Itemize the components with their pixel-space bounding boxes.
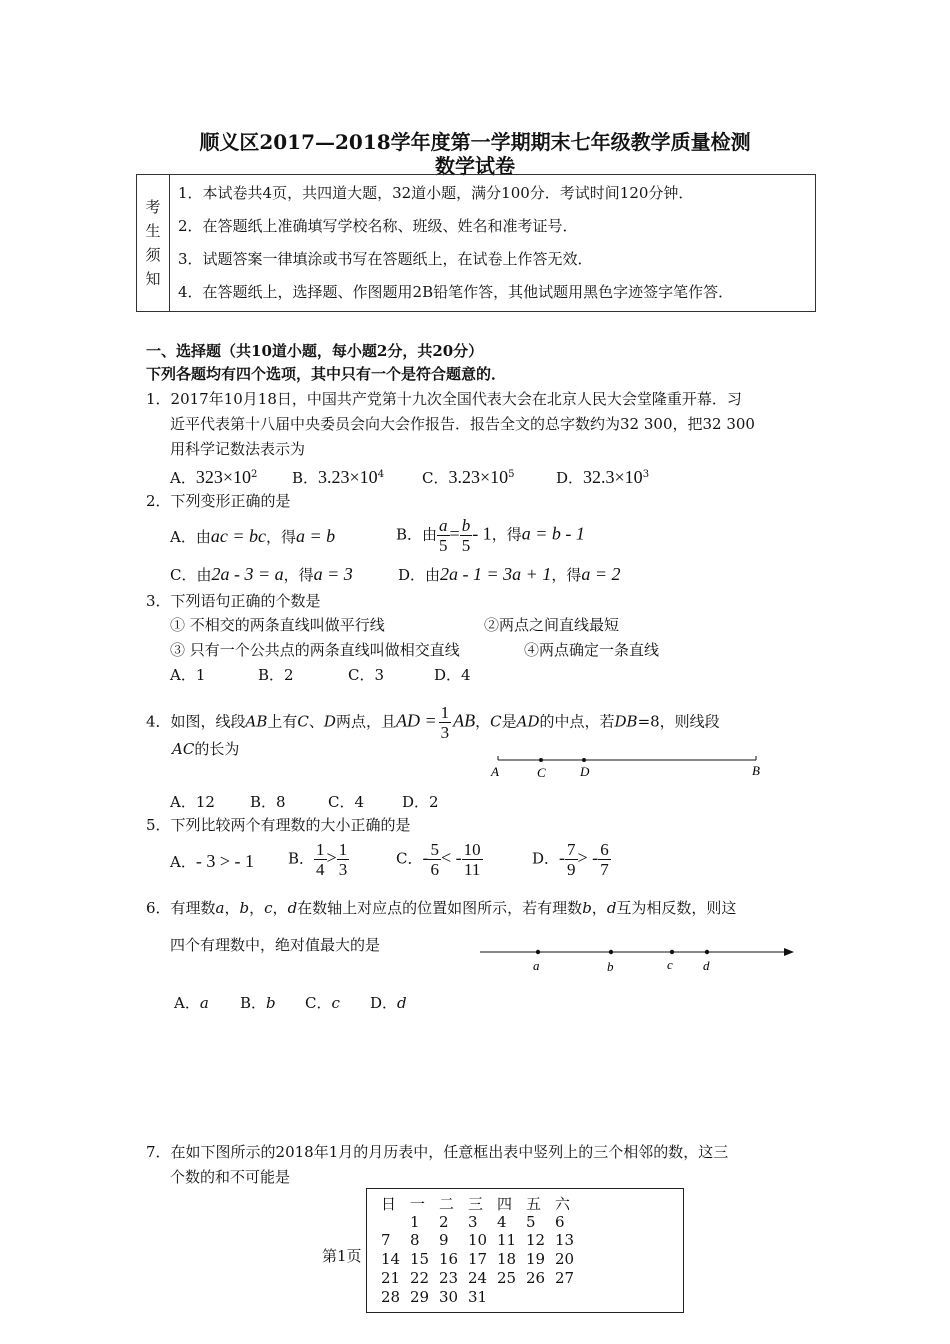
denominator: 6 [430,860,439,879]
option-text: ，得 [283,566,314,584]
var: DB [614,712,638,731]
notice-label-char: 生 [145,222,161,240]
option-label: B． [292,469,319,487]
option-label: B．由 [396,525,438,544]
label-c: C [537,765,546,780]
arrow-icon [784,948,794,956]
q3-option-d: D．4 [434,666,471,684]
calendar-cell: 15 [410,1250,430,1268]
option-exp: 2 [251,469,258,480]
notice-label-char: 考 [145,198,161,216]
numerator: 10 [463,840,481,859]
fraction [439,703,452,742]
calendar-cell: 19 [526,1250,546,1268]
calendar-cell: 23 [439,1269,459,1287]
calendar-cell: 二 [439,1195,455,1213]
notice-items [170,175,816,312]
var: d [287,899,298,917]
numerator: a [439,516,448,535]
calendar-cell: 24 [468,1269,488,1287]
var: AB [453,710,476,731]
option-label: A． [170,469,196,487]
denominator: 7 [600,860,609,879]
label-d: D [580,764,590,779]
denominator: 5 [461,536,471,555]
q2-stem: 2．下列变形正确的是 [146,492,291,510]
numerator: 1 [316,840,325,859]
denominator: 3 [440,723,450,742]
q4-line1 [146,703,720,742]
q6-line2: 四个有理数中，绝对值最大的是 [170,936,381,954]
calendar-cell: 7 [381,1231,391,1249]
q7-line1: 7．在如下图所示的2018年1月的月历表中，任意框出表中竖列上的三个相邻的数，这三 [146,1143,729,1161]
option-label: B． [288,849,315,868]
q6-option-d [370,994,407,1012]
option-text: ，得 [551,566,582,584]
calendar-cell: 13 [555,1231,575,1249]
text: 互为相反数，则这 [616,899,737,917]
q3-option-a: A．1 [170,666,206,684]
q4-line2 [172,740,239,758]
section-heading: 一、选择题（共10道小题，每小题2分，共20分） [146,342,484,360]
option-expr: 323×10 [195,467,251,487]
option-result: a = 3 [313,564,353,584]
q5-option-a [170,852,254,871]
calendar-cell: 三 [468,1195,484,1213]
q4-segment-figure [488,752,768,782]
calendar-cell: 14 [381,1250,401,1268]
q3-statement-2: ②两点之间直线最短 [484,616,620,634]
calendar-cell: 25 [497,1269,517,1287]
text: 上有 [267,712,298,731]
option-expr: 3.23×10 [318,467,378,487]
operator: - [559,847,566,868]
calendar-row [381,1231,584,1249]
fraction [598,840,611,879]
option-value: c [331,994,340,1012]
q3-statement-4: ④两点确定一条直线 [524,641,660,659]
fraction [462,840,483,879]
var: a [215,899,225,917]
fraction [314,840,327,879]
q7-line2: 个数的和不可能是 [170,1168,291,1186]
option-exp: 5 [508,469,515,480]
q1-line2: 近平代表第十八届中央委员会向大会作报告．报告全文的总字数约为32 300，把32 300 [170,415,755,433]
option-label: C． [305,994,332,1012]
calendar-cell: 20 [555,1250,575,1268]
option-exp: 4 [377,469,385,480]
calendar-cell: 一 [410,1195,426,1213]
text: 的长为 [194,740,240,758]
label-a: a [533,958,540,973]
option-result: a = b - 1 [521,523,585,544]
q1-option-d [556,466,649,487]
q3-stem: 3．下列语句正确的个数是 [146,592,321,610]
text: ， [224,899,240,917]
text: =8，则线段 [637,712,720,731]
calendar-cell: 4 [497,1213,507,1231]
option-expr: 32.3×10 [583,467,643,487]
var: AC [172,740,195,758]
option-value: d [397,994,407,1012]
fraction [460,516,473,555]
calendar-cell: 5 [526,1213,536,1231]
text: 是 [501,712,517,731]
point-c [670,950,674,954]
section-instruction: 下列各题均有四个选项，其中只有一个是符合题意的． [146,365,507,383]
q6-option-c [305,994,340,1012]
calendar-cell: 29 [410,1288,430,1306]
denominator: 9 [567,860,576,879]
text: 两点，且 [335,712,396,731]
calendar-cell: 16 [439,1250,459,1268]
notice-label [137,175,170,312]
label-b: B [752,763,760,778]
q2-option-b [396,516,585,555]
exam-title: 顺义区2017—2018学年度第一学期期末七年级教学质量检测 [199,130,751,154]
calendar-cell: 1 [410,1213,420,1231]
text: 6．有理数 [146,899,216,917]
operator: - [422,847,429,868]
q1-line1: 1．2017年10月18日，中国共产党第十九次全国代表大会在北京人民大会堂隆重开幕．习 [146,390,742,408]
var: D [323,712,336,731]
var: b [582,899,592,917]
calendar-cell: 2 [439,1213,449,1231]
numerator: 1 [338,840,348,859]
fraction [337,840,350,879]
notice-table [136,174,816,312]
calendar-cell: 8 [410,1231,420,1249]
q1-option-c [422,466,515,487]
text: 、 [308,712,324,731]
option-expr: 2a - 1 = 3a + 1 [440,564,552,584]
denominator: 11 [463,860,481,879]
calendar-cell: 26 [526,1269,546,1287]
calendar-cell: 17 [468,1250,488,1268]
option-label: D．由 [398,566,441,584]
calendar-row [381,1213,584,1231]
operator: < - [440,847,462,868]
calendar-cell: 31 [468,1288,488,1306]
calendar-cell: 21 [381,1269,401,1287]
point-d [582,758,586,762]
label-c: c [667,957,673,972]
q4-option-b: B．8 [250,793,286,811]
notice-item: 4．在答题纸上，选择题、作图题用2B铅笔作答，其他试题用黑色字迹签字笔作答． [178,283,734,301]
label-b: b [607,959,614,974]
calendar-cell: 12 [526,1231,546,1249]
q5-option-d [532,840,611,879]
q1-option-a [170,466,257,487]
option-label: D． [532,849,560,868]
operator: = [449,523,460,544]
option-expr: - 3 > - 1 [195,851,254,871]
q1-line3: 用科学记数法表示为 [170,440,306,458]
option-label: A．由 [170,528,211,546]
option-label: C．由 [170,566,212,584]
q3-option-b: B．2 [258,666,294,684]
point-a [536,950,540,954]
option-expr: 3.23×10 [448,467,509,487]
calendar-cell: 11 [497,1231,517,1249]
numerator: 6 [600,840,609,859]
notice-label-char: 须 [145,246,161,264]
calendar-row [381,1250,584,1268]
option-label: D． [370,994,398,1012]
option-expr: 2a - 3 = a [211,564,284,584]
calendar-cell: 27 [555,1269,575,1287]
option-result: a = 2 [581,564,621,584]
calendar-cell: 四 [497,1195,513,1213]
text: 在数轴上对应点的位置如图所示，若有理数 [297,899,583,917]
label-d: d [703,958,710,973]
expr: AD = [395,710,437,731]
text: ， [249,899,265,917]
option-result: a = b [295,526,336,546]
denominator: 3 [338,860,348,879]
var: C [297,712,309,731]
denominator: 4 [316,860,325,879]
q4-option-d: D．2 [402,793,439,811]
option-expr: ac = bc [210,526,266,546]
calendar-cell: 30 [439,1288,459,1306]
q1-option-b [292,466,384,487]
calendar-cell: 9 [439,1231,449,1249]
page-number: 第1页 [322,1247,362,1265]
calendar-row [381,1269,584,1287]
operator: > [326,847,337,868]
text: 4．如图，线段 [146,712,246,731]
q2-option-c [170,565,353,584]
text: ， [272,899,288,917]
option-value: b [266,994,276,1012]
option-label: C． [422,469,449,487]
q5-option-b [288,840,349,879]
notice-item: 1．本试卷共4页，共四道大题，32道小题，满分100分．考试时间120分钟． [178,184,694,202]
option-label: A． [170,853,196,871]
point-c [539,758,543,762]
calendar-cell: 22 [410,1269,430,1287]
q4-option-a: A．12 [170,793,215,811]
numerator: 5 [430,840,439,859]
denominator: 5 [439,536,448,555]
option-exp: 3 [642,469,650,480]
q2-option-a [170,527,335,546]
var: AB [245,712,268,731]
q4-option-c: C．4 [328,793,365,811]
exam-subtitle: 数学试卷 [435,154,515,178]
point-b [609,950,613,954]
calendar-cell: 六 [555,1195,571,1213]
operator: > - [577,847,599,868]
option-label: B． [240,994,267,1012]
calendar-cell: 18 [497,1250,517,1268]
text: ， [475,712,491,731]
q3-statement-1: ① 不相交的两条直线叫做平行线 [170,616,385,634]
option-text: ，得 [491,525,522,544]
text: ， [591,899,607,917]
point-d [705,950,709,954]
option-label: C． [396,849,423,868]
q3-option-c: C．3 [348,666,385,684]
q3-statement-3: ③ 只有一个公共点的两条直线叫做相交直线 [170,641,460,659]
fraction [565,840,578,879]
option-label: A． [174,994,200,1012]
option-text: ，得 [265,528,296,546]
var: c [264,899,273,917]
q6-option-b [240,994,276,1012]
label-a: A [491,764,499,779]
option-value: a [199,994,209,1012]
q6-number-line [476,942,802,976]
fraction [428,840,441,879]
calendar-cell: 五 [526,1195,542,1213]
calendar-box [366,1188,684,1313]
fraction [437,516,450,555]
var: d [606,899,617,917]
calendar-cell: 日 [381,1195,397,1213]
notice-item: 3．试题答案一律填涂或书写在答题纸上，在试卷上作答无效． [178,250,593,268]
calendar-cell: 10 [468,1231,488,1249]
q5-stem: 5．下列比较两个有理数的大小正确的是 [146,816,411,834]
text: 的中点，若 [539,712,615,731]
numerator: 7 [567,840,576,859]
var: AD [516,712,540,731]
calendar-header [381,1195,584,1213]
numerator: b [461,516,471,535]
option-expr: - 1 [472,523,492,544]
var: C [490,712,502,731]
calendar-cell: 6 [555,1213,565,1231]
numerator: 1 [440,703,450,722]
notice-item: 2．在答题纸上准确填写学校名称、班级、姓名和准考证号． [178,217,578,235]
var: b [239,899,250,917]
calendar-cell: 28 [381,1288,401,1306]
q6-option-a [174,994,209,1012]
q5-option-c [396,840,483,879]
calendar-row [381,1288,584,1306]
calendar-cell: 3 [468,1213,478,1231]
q2-option-d [398,565,621,584]
q6-line1 [146,899,736,917]
option-label: D． [556,469,584,487]
notice-label-char: 知 [145,270,161,288]
